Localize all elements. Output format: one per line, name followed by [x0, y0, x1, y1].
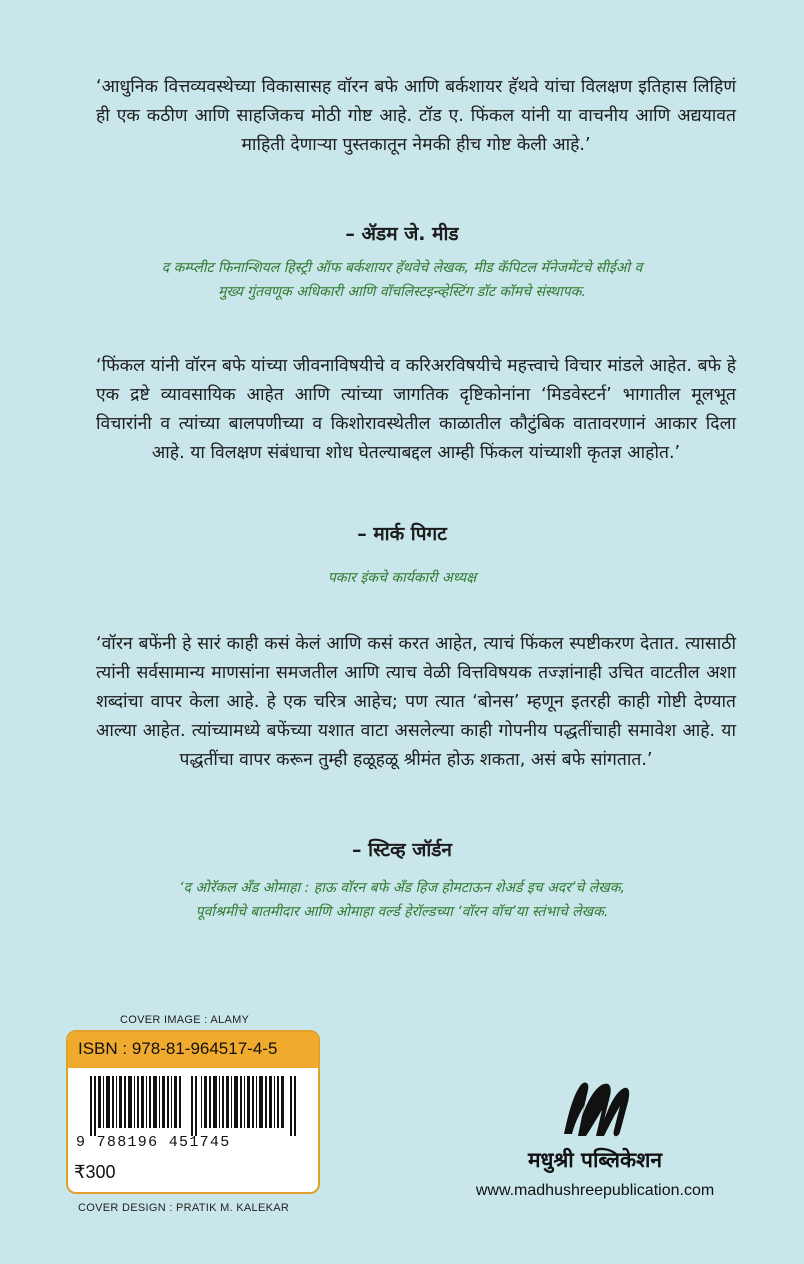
review-1-credit-line-2: मुख्य गुंतवणूक अधिकारी आणि वॉचलिस्टइन्व्हेस्टिंग डॉट कॉमचे संस्थापक.	[218, 284, 586, 300]
review-1-credit-line-1: द कम्प्लीट फिनान्शियल हिस्ट्री ऑफ बर्कशायर हॅथवेचे लेखक, मीड कॅपिटल मॅनेजमेंटचे सीईओ व	[161, 260, 643, 276]
review-3-author: – स्टिव्ह जॉर्डन	[352, 839, 452, 861]
madhushree-m-logo-icon	[558, 1076, 632, 1142]
price-label: ₹300	[74, 1162, 116, 1182]
review-1-author: – ॲडम जे. मीड	[345, 223, 459, 245]
review-3-credit-line-2: पूर्वाश्रमीचे बातमीदार आणि ओमाहा वर्ल्ड हेरॉल्डच्या ‘वॉरन वॉच’या स्तंभाचे लेखक.	[195, 904, 609, 920]
publisher-website: www.madhushreepublication.com	[475, 1182, 715, 1199]
review-2-author: – मार्क पिगट	[357, 523, 447, 545]
isbn-price-box	[66, 1030, 320, 1194]
isbn-number: ISBN : 978-81-964517-4-5	[78, 1039, 278, 1058]
publisher-name: मधुश्री पब्लिकेशन	[527, 1148, 663, 1172]
barcode-icon	[90, 1076, 300, 1136]
cover-image-credit: COVER IMAGE : ALAMY	[120, 1014, 250, 1026]
review-1-quote: ‘आधुनिक वित्तव्यवस्थेच्या विकासासह वॉरन बफे आणि बर्कशायर हॅथवे यांचा विलक्षण इतिहास लिहिणं ही एक कठीण आणि साहजिकच मोठी गोष्ट आहे. टॉड ए. फिंकल यांनी या वाचनीय आणि अद्ययावत माहिती देणाऱ्या पुस्तकातून नेमकी हीच गोष्ट केली आहे.’	[96, 77, 736, 155]
isbn-strip	[68, 1032, 318, 1068]
review-2-credit: पकार इंकचे कार्यकारी अध्यक्ष	[327, 570, 477, 586]
review-1-credit	[60, 256, 744, 304]
review-2-quote: ‘फिंकल यांनी वॉरन बफे यांच्या जीवनाविषयीचे व करिअरविषयीचे महत्त्वाचे विचार मांडले आहेत. बफे हे एक द्रष्टे व्यावसायिक आहेत आणि त्यांच्या जागतिक दृष्टिकोनांना ‘मिडवेस्टर्न’ भागातील मूलभूत विचारांनी व त्यांच्या बालपणीच्या व किशोरावस्थेतील काळातील कौटुंबिक वातावरणानं आकार दिला आहे. या विलक्षण संबंधाचा शोध घेतल्याबद्दल आम्ही फिंकल यांच्याशी कृतज्ञ आहोत.’	[96, 356, 736, 463]
review-3-credit	[60, 876, 744, 924]
review-3-credit-line-1: ‘द ओरॅकल अँड ओमाहा : हाऊ वॉरन बफे अँड हिज होमटाऊन शेअर्ड इच अदर’चे लेखक,	[179, 880, 625, 896]
review-3-quote: ‘वॉरन बफेंनी हे सारं काही कसं केलं आणि कसं करत आहेत, त्याचं फिंकल स्पष्टीकरण देतात. त्यासाठी त्यांनी सर्वसामान्य माणसांना समजतील आणि त्याच वेळी वित्तविषयक तज्ज्ञांनाही उचित वाटतील अशा शब्दांचा वापर केला आहे. हे एक चरित्र आहेच; पण त्यात ‘बोनस’ म्हणून इतरही काही गोष्टी देण्यात आल्या आहेत. त्यांच्यामध्ये बफेंच्या यशात वाटा असलेल्या काही गोपनीय पद्धतींचाही समावेश आहे. या पद्धतींचा वापर करून तुम्ही हळूहळू श्रीमंत होऊ शकता, असं बफे सांगतात.’	[96, 634, 736, 770]
barcode-number: 9 788196 451745	[76, 1134, 231, 1151]
cover-design-credit: COVER DESIGN : PRATIK M. KALEKAR	[78, 1202, 290, 1214]
